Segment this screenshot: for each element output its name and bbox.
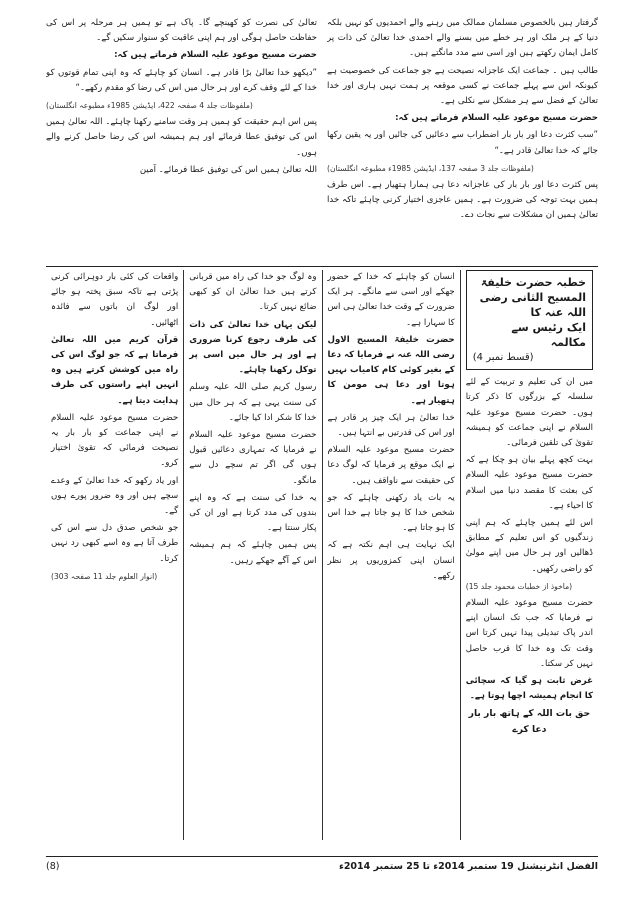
paragraph: تعالیٰ کی نصرت کو کھینچے گا۔ پاک ہے تو ہمیں ہر مرحلہ پر اس کی حفاظت حاصل ہوگی اور ہم اپنی عاقبت کو سنوار سکیں گے۔ xyxy=(46,18,317,44)
paragraph: حضرت مسیح موعود علیہ السلام نے ایک موقع پر فرمایا کہ لوگ دعا کی حقیقت سے ناواقف ہیں۔ xyxy=(327,445,455,486)
top-right-column xyxy=(327,16,598,264)
column-2 xyxy=(322,270,460,840)
paragraph: انسان کو چاہئے کہ خدا کے حضور جھکے اور اسی سے مانگے۔ ہر ایک ضرورت کے وقت خدا تعالیٰ ہی اس کا سہارا ہے۔ xyxy=(327,272,455,328)
column-1 xyxy=(460,270,598,840)
paragraph: قرآن کریم میں اللہ تعالیٰ فرماتا ہے کہ جو لوگ اس کی راہ میں کوشش کرتے ہیں وہ انہیں اپنے راستوں کی طرف ہدایت دیتا ہے۔ xyxy=(51,334,179,406)
paragraph: میں ان کی تعلیم و تربیت کے لئے سلسلہ کے بزرگوں کا ذکر کرتا ہوں۔ حضرت مسیح موعود علیہ السلام نے اپنی جماعت کو ہمیشہ تقویٰ کی تلقین فرمائی۔ xyxy=(465,377,593,449)
citation: (ماخوذ از خطبات محمود جلد 15) xyxy=(465,581,573,591)
article-installment: (قسط نمبر 4) xyxy=(472,352,534,363)
paragraph: اور یاد رکھو کہ خدا تعالیٰ کے وعدے سچے ہیں اور وہ ضرور پورے ہوں گے۔ xyxy=(51,475,179,517)
paragraph: گرفتار ہیں بالخصوص مسلمان ممالک میں رہنے والے احمدیوں کو نہیں بلکہ دنیا کے ہر ملک اور ہر خطے میں بسنے والے احمدی خدا تعالیٰ کی ذات پر کامل ایمان رکھتے ہیں اور اسی سے مدد مانگتے ہیں۔ xyxy=(327,18,598,59)
issue-date: الفضل انٹرنیشنل 19 ستمبر 2014ء تا 25 ستمبر 2014ء xyxy=(338,860,598,872)
paragraph: رسول کریم صلی اللہ علیہ وسلم کی سنت یہی ہے کہ ہر حال میں خدا کا شکر ادا کیا جائے۔ xyxy=(189,382,317,423)
paragraph: حضرت مسیح موعود علیہ السلام نے اپنی جماعت کو بار بار یہ نصیحت فرمائی کہ تقویٰ اختیار کرو۔ xyxy=(51,412,179,469)
citation: (ملفوظات جلد 4 صفحہ 422، ایڈیشن 1985ء مطبوعہ انگلستان) xyxy=(46,101,253,111)
citation: (ملفوظات جلد 3 صفحہ 137، ایڈیشن 1985ء مطبوعہ انگلستان) xyxy=(327,163,534,173)
column-4 xyxy=(46,270,183,840)
paragraph: اس لئے ہمیں چاہئے کہ ہم اپنی زندگیوں کو اس تعلیم کے مطابق ڈھالیں اور ہر حال میں اپنے مولیٰ کو راضی رکھیں۔ xyxy=(465,518,593,574)
column-3 xyxy=(183,270,321,840)
paragraph: حضرت خلیفۃ المسیح الاول رضی اللہ عنہ نے فرمایا کہ دعا کے بغیر کوئی کام کامیاب نہیں ہوتا اور دعا ہی مومن کا ہتھیار ہے۔ xyxy=(327,334,455,406)
article-title: خطبہ حضرت خلیفۃ المسیح الثانی رضی اللہ عنہ کا xyxy=(479,276,586,319)
paragraph: پس ہمیں چاہئے کہ ہم ہمیشہ اس کے آگے جھکے رہیں۔ xyxy=(189,540,317,566)
paragraph: حضرت مسیح موعود علیہ السلام فرماتے ہیں کہ: xyxy=(114,50,317,61)
top-section xyxy=(46,16,598,264)
paragraph: ایک نہایت ہی اہم نکتہ ہے کہ انسان اپنی کمزوریوں پر نظر رکھے۔ xyxy=(327,540,455,581)
page-footer xyxy=(46,856,598,875)
paragraph: حضرت مسیح موعود علیہ السلام فرماتے ہیں کہ: xyxy=(395,113,598,124)
bottom-section xyxy=(46,270,598,840)
paragraph: واقعات کی کئی بار دوہرائی کرنی پڑتی ہے تاکہ سبق پختہ ہو جائے اور لوگ ان باتوں سے فائدہ اٹھائیں۔ xyxy=(51,272,179,328)
paragraph: طالب ہیں ۔ جماعت ایک عاجزانہ نصیحت ہے جو جماعت کی خصوصیت ہے کیونکہ اس سے پہلے جماعت نے کسی موقعہ پر ہمت نہیں ہاری اور خدا تعالیٰ کے فضل سے ہر مشکل سے نکلی ہے۔ xyxy=(327,65,598,107)
article-title-box xyxy=(466,270,593,370)
paragraph: حضرت مسیح موعود علیہ السلام نے فرمایا کہ جب تک انسان اپنے اندر پاک تبدیلی پیدا نہیں کرتا اس وقت تک وہ خدا کا قرب حاصل نہیں کر سکتا۔ xyxy=(465,598,593,669)
section-divider xyxy=(46,266,598,267)
quote: ”سب کثرت دعا اور بار بار اضطراب سے دعائیں کی جائیں اور یہ یقین رکھا جائے کہ خدا تعالیٰ قادر ہے۔“ xyxy=(327,130,598,156)
paragraph: غرض ثابت ہو گیا کہ سچائی کا انجام ہمیشہ اچھا ہوتا ہے۔ xyxy=(465,676,593,702)
article-subtitle: ایک رئیس سے مکالمہ xyxy=(511,321,586,349)
citation: (انوار العلوم جلد 11 صفحہ 303) xyxy=(51,571,158,581)
paragraph: جو شخص صدق دل سے اس کی طرف آتا ہے وہ اسے کبھی رد نہیں کرتا۔ xyxy=(51,523,179,564)
paragraph: یہ بات یاد رکھنی چاہئے کہ جو شخص خدا کا ہو جاتا ہے خدا اس کا ہو جاتا ہے۔ xyxy=(327,492,455,534)
paragraph: اللہ تعالیٰ ہمیں اس کی توفیق عطا فرمائے۔ آمین xyxy=(139,164,317,175)
page-number: (8) xyxy=(46,860,60,872)
quote: ”دیکھو خدا تعالیٰ بڑا قادر ہے۔ انسان کو چاہئے کہ وہ اپنی تمام قوتوں کو خدا کے لئے وقف کرے اور ہر حال میں اس کی رضا کو مقدم رکھے۔“ xyxy=(46,67,317,93)
paragraph: خدا تعالیٰ ہر ایک چیز پر قادر ہے اور اس کی قدرتیں بے انتہا ہیں۔ xyxy=(327,412,455,439)
paragraph: یہ خدا کی سنت ہے کہ وہ اپنے بندوں کی مدد کرتا ہے اور ان کی پکار سنتا ہے۔ xyxy=(189,492,317,534)
paragraph: وہ لوگ جو خدا کی راہ میں قربانی کرتے ہیں خدا تعالیٰ ان کو کبھی ضائع نہیں کرتا۔ xyxy=(189,272,317,313)
paragraph: لیکن یہاں خدا تعالیٰ کی ذات کی طرف رجوع کرنا ضروری ہے اور ہر حال میں اسی پر توکل رکھنا چاہئے۔ xyxy=(189,319,317,376)
paragraph: پس اس اہم حقیقت کو ہمیں ہر وقت سامنے رکھنا چاہئے۔ اللہ تعالیٰ ہمیں اس کی توفیق عطا فرمائے اور ہم ہمیشہ اس کی رضا حاصل کرنے والے ہوں۔ xyxy=(46,117,317,158)
paragraph: حضرت مسیح موعود علیہ السلام نے فرمایا کہ تمہاری دعائیں قبول ہوں گی اگر تم سچے دل سے مانگو۔ xyxy=(189,430,317,486)
heading: حق بات اللہ کے ہاتھ بار بار دعا کرے xyxy=(468,708,591,735)
top-left-column xyxy=(46,16,317,264)
paragraph: پس کثرت دعا اور بار بار کی عاجزانہ دعا ہی ہمارا ہتھیار ہے۔ اس طرف ہمیں بہت توجہ کی ضرورت ہے۔ ہمیں عاجزی اختیار کرنی چاہئے تاکہ خدا تعالیٰ ہمیں ان مشکلات سے نجات دے۔ xyxy=(327,180,598,221)
paragraph: بہت کچھ پہلے بیان ہو چکا ہے کہ حضرت مسیح موعود علیہ السلام کی بعثت کا مقصد دنیا میں اسلام کا احیاء ہے۔ xyxy=(465,455,593,511)
